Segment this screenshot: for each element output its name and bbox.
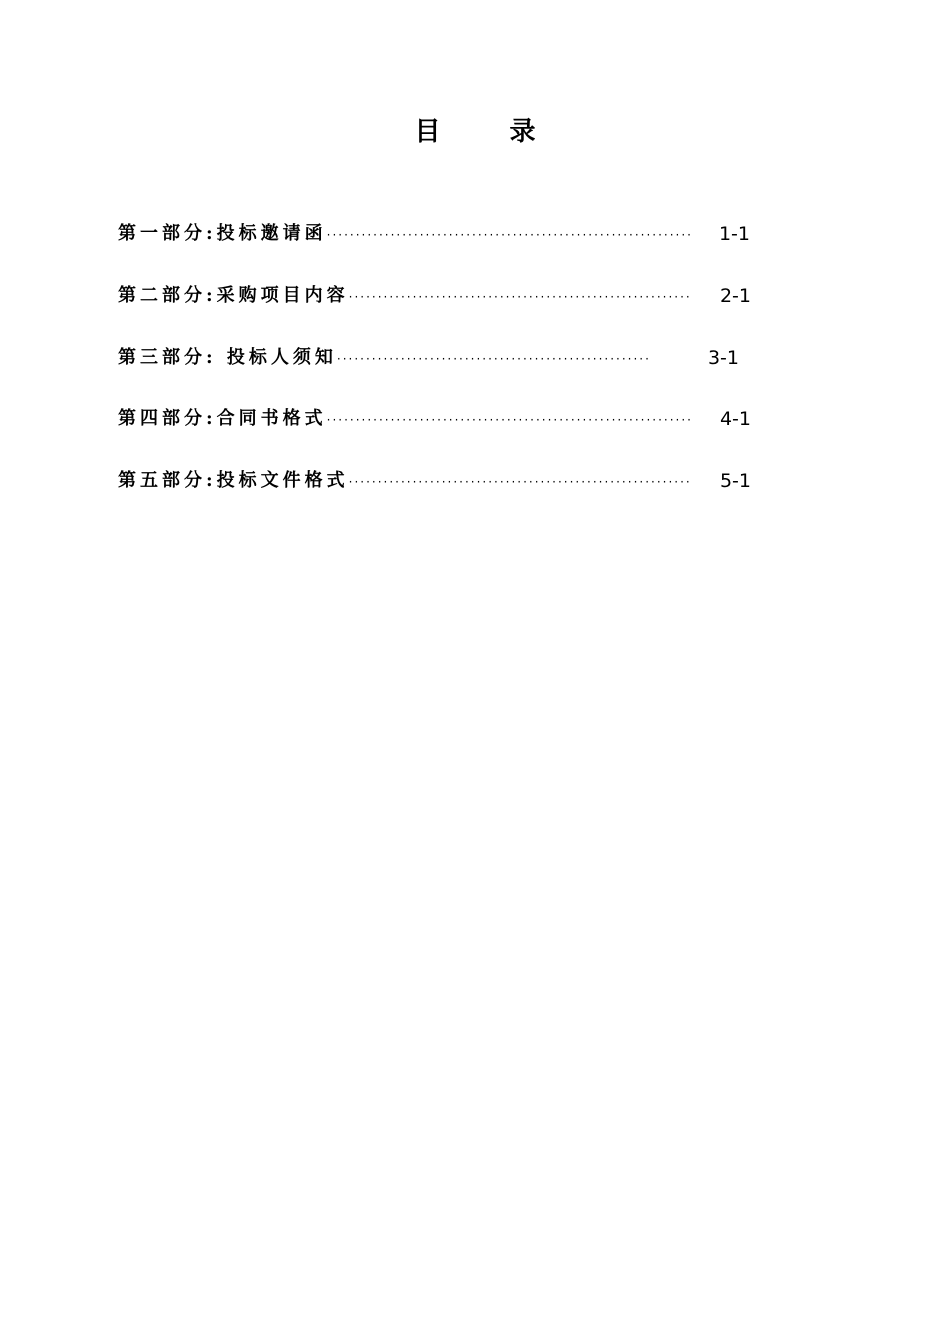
toc-entry-label: 第二部分:采购项目内容	[118, 285, 349, 306]
toc-entry-label: 第五部分:投标文件格式	[118, 470, 349, 491]
page-title: 目 录	[414, 117, 566, 147]
toc-entry[interactable]	[118, 343, 739, 373]
toc-page-number: 5-1	[719, 470, 751, 492]
toc-page-number: 4-1	[719, 408, 751, 430]
toc-entry[interactable]	[118, 466, 751, 496]
toc-page-number: 1-1	[718, 223, 750, 245]
toc-leader-dots: ·······························································	[326, 228, 693, 242]
toc-entry[interactable]	[118, 219, 750, 249]
toc-entry[interactable]	[118, 404, 751, 434]
toc-leader-dots: ······················································	[336, 352, 651, 366]
toc-leader-dots: ···························································	[348, 475, 692, 489]
toc-leader-dots: ·······························································	[326, 413, 693, 427]
toc-entry-label: 第三部分: 投标人须知	[118, 347, 337, 368]
toc-leader-dots: ···························································	[348, 290, 692, 304]
toc-entry-label: 第一部分:投标邀请函	[118, 223, 327, 244]
toc-page-number: 3-1	[707, 347, 739, 369]
toc-page-number: 2-1	[719, 285, 751, 307]
toc-entry[interactable]	[118, 281, 751, 311]
toc-entry-label: 第四部分:合同书格式	[118, 408, 327, 429]
